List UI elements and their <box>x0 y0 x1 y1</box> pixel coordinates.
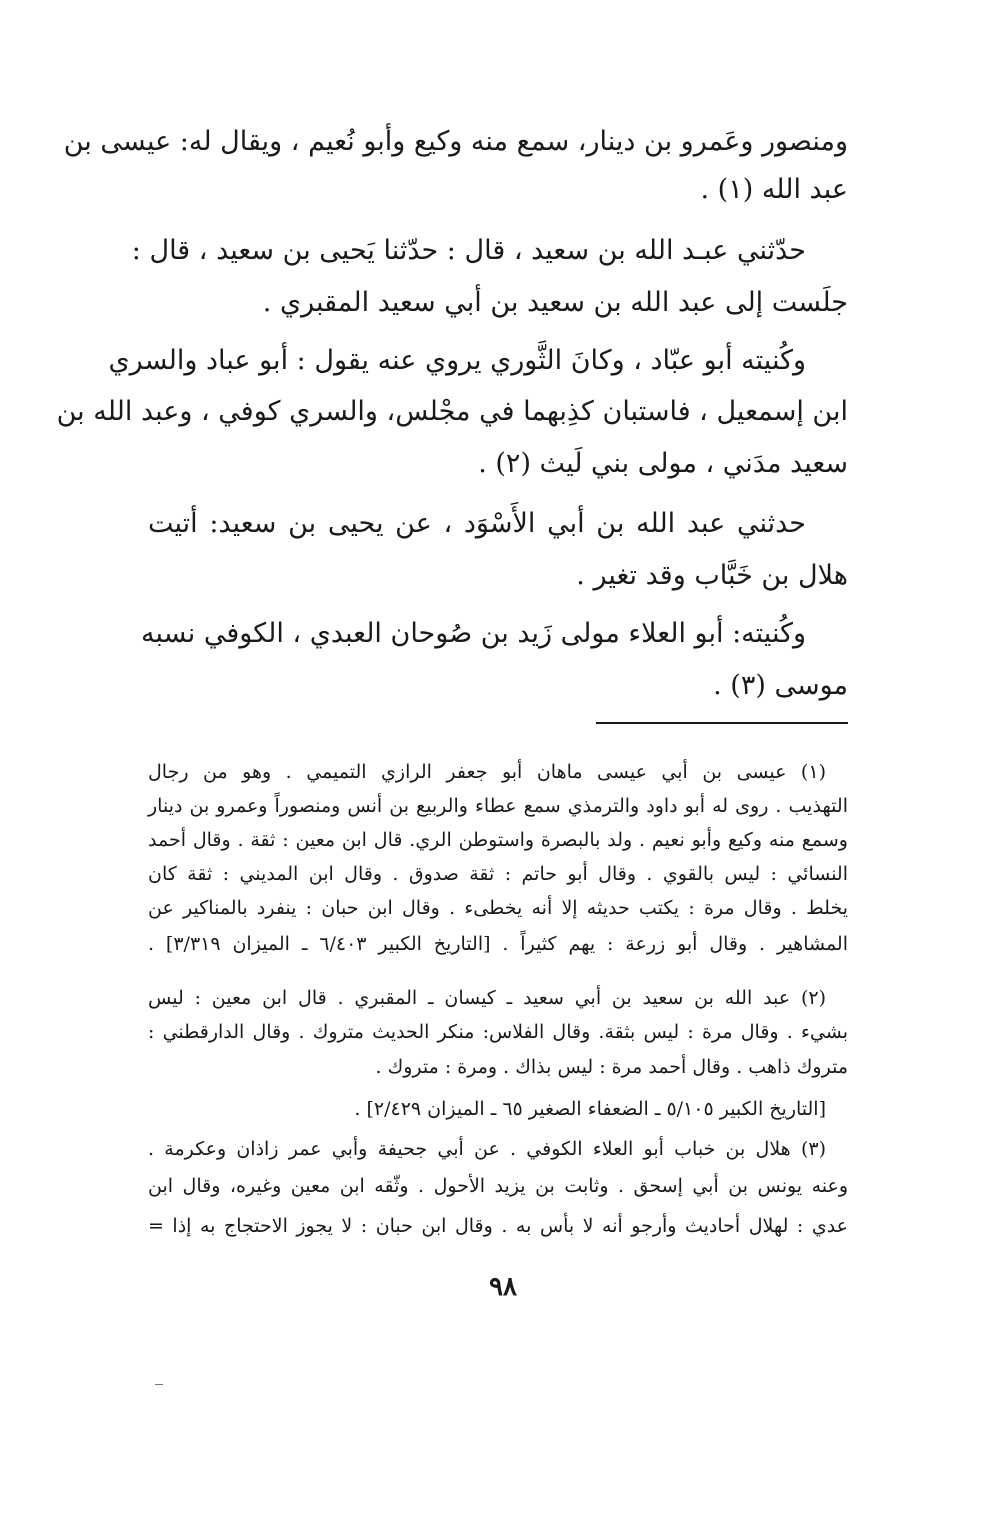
main-text-line: جلَست إلى عبد الله بن سعيد بن أبي سعيد المقبري . <box>262 287 848 318</box>
main-text-line: ابن إسمعيل ، فاستبان كذِبهما في مجْلس، والسري كوفي ، وعبد الله بن <box>56 396 848 427</box>
footnote-line: بشيء . وقال مرة : ليس بثقة. وقال الفلاس: منكر الحديث متروك . وقال الدارقطني : <box>148 1021 848 1043</box>
footnote-line: التهذيب . روى له أبو داود والترمذي سمع عطاء والربيع بن أنس ومنصوراً وعمرو بن دينار <box>148 795 848 817</box>
main-text-line: وكُنيته أبو عبّاد ، وكانَ الثَّوري يروي عنه يقول : أبو عباد والسري <box>108 345 806 376</box>
footnote-line: (١) عيسى بن أبي عيسى ماهان أبو جعفر الرازي التميمي . وهو من رجال <box>148 761 826 783</box>
main-text-line: موسى (٣) . <box>713 670 848 701</box>
main-text-line: عبد الله (١) . <box>700 174 848 205</box>
footnote-line: (٣) هلال بن خباب أبو العلاء الكوفي . عن أبي جحيفة وأبي عمر زاذان وعكرمة . <box>148 1138 826 1160</box>
footnote-line: وسمع منه وكيع وأبو نعيم . ولد بالبصرة واستوطن الري. قال ابن معين : ثقة . وقال أحمد <box>148 829 848 851</box>
footnote-line: (٢) عبد الله بن سعيد بن أبي سعيد ـ كيسان ـ المقبري . قال ابن معين : ليس <box>148 987 826 1009</box>
main-text-line: سعيد مدَني ، مولى بني لَيث (٢) . <box>478 448 848 479</box>
footnote-line: المشاهير . وقال أبو زرعة : يهم كثيراً . [التاريخ الكبير ٦/٤٠٣ ـ الميزان ٣/٣١٩] . <box>148 933 848 955</box>
main-text-line: حدّثني عبـد الله بن سعيد ، قال : حدّثنا يَحيى بن سعيد ، قال : <box>131 235 806 266</box>
scan-mark <box>155 1384 163 1385</box>
footnote-line: عدي : لهلال أحاديث وأرجو أنه لا بأس به . وقال ابن حبان : لا يجوز الاحتجاج به إذا = <box>148 1215 848 1237</box>
footnote-line: [التاريخ الكبير ٥/١٠٥ ـ الضعفاء الصغير ٦٥ ـ الميزان ٢/٤٢٩] . <box>354 1098 826 1120</box>
page-number: ٩٨ <box>489 1272 517 1302</box>
main-text-line: حدثني عبد الله بن أبي الأَسْوَد ، عن يحيى بن سعيد: أتيت <box>148 508 806 539</box>
main-text-line: هلال بن خَبَّاب وقد تغير . <box>576 560 848 591</box>
footnote-separator <box>596 722 848 724</box>
main-text-line: وكُنيته: أبو العلاء مولى زَيد بن صُوحان العبدي ، الكوفي نسبه <box>141 618 806 649</box>
footnote-line: النسائي : ليس بالقوي . وقال أبو حاتم : ثقة صدوق . وقال ابن المديني : ثقة كان <box>148 863 848 885</box>
footnote-line: وعنه يونس بن أبي إسحق . وثابت بن يزيد الأحول . وثّقه ابن معين وغيره، وقال ابن <box>148 1175 848 1197</box>
footnote-line: متروك ذاهب . وقال أحمد مرة : ليس بذاك . ومرة : متروك . <box>375 1056 848 1078</box>
main-text-line: ومنصور وعَمرو بن دينار، سمع منه وكيع وأبو نُعيم ، ويقال له: عيسى بن <box>63 126 848 157</box>
footnote-line: يخلط . وقال مرة : يكتب حديثه إلا أنه يخطىء . وقال ابن حبان : ينفرد بالمناكير عن <box>148 897 848 919</box>
